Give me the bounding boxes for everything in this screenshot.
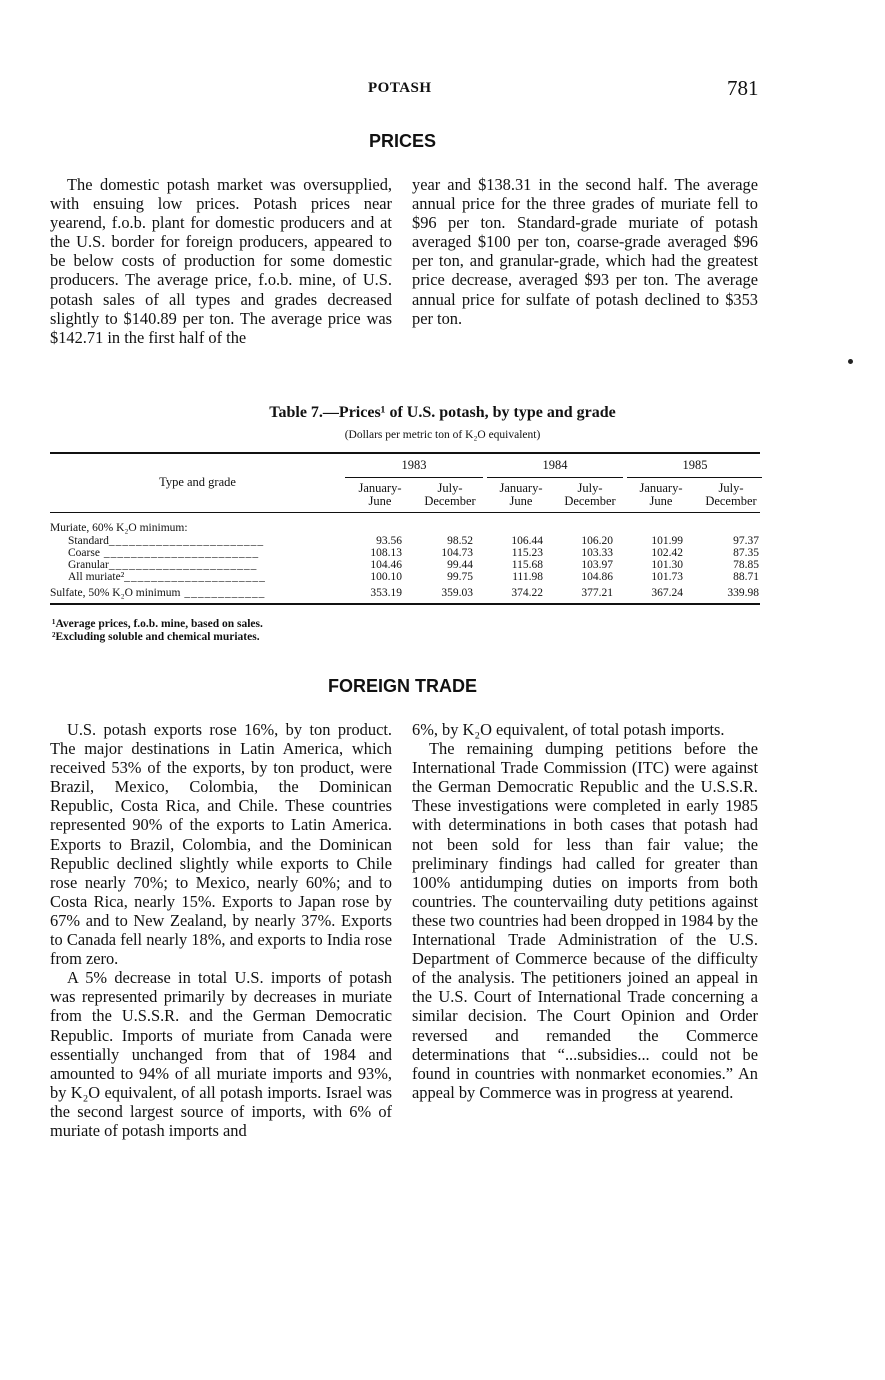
- half-header-line2: December: [564, 494, 616, 508]
- row-label-text: Standard: [68, 535, 109, 547]
- table-subtitle: (Dollars per metric ton of K₂O equivalent): [344, 429, 541, 441]
- half-header-line1: January-: [358, 481, 402, 495]
- table-cell: 102.42: [651, 547, 683, 559]
- foreign-trade-paragraph: 6%, by K₂O equivalent, of total potash imports.: [412, 720, 725, 739]
- table-cell: 106.20: [581, 535, 613, 547]
- year-header-1985: 1985: [682, 458, 708, 472]
- half-header: [626, 482, 696, 508]
- row-label-text: All muriate²: [68, 571, 125, 583]
- half-header: [486, 482, 556, 508]
- half-header-line2: June: [368, 494, 392, 508]
- table-cell: 104.73: [441, 547, 473, 559]
- half-header-line1: July-: [577, 481, 603, 495]
- leader-dots: ______________________: [108, 559, 258, 571]
- row-label: [50, 587, 265, 600]
- table-cell: 359.03: [441, 587, 473, 599]
- half-header-line1: January-: [639, 481, 683, 495]
- half-header: [696, 482, 766, 508]
- table-footnote-2: ²Excluding soluble and chemical muriates.: [52, 631, 260, 643]
- table-cell: 97.37: [733, 535, 759, 547]
- table-footnote-1: ¹Average prices, f.o.b. mine, based on sales.: [52, 618, 263, 630]
- leader-dots: _______________________: [99, 547, 260, 559]
- table-cell: 101.99: [651, 535, 683, 547]
- table-cell: 93.56: [376, 535, 402, 547]
- row-label-text: Coarse: [68, 547, 100, 559]
- stub-header: Type and grade: [159, 475, 236, 489]
- table-cell: 100.10: [370, 571, 402, 583]
- half-header-line1: July-: [718, 481, 744, 495]
- half-header-line1: January-: [499, 481, 543, 495]
- table-cell: 101.30: [651, 559, 683, 571]
- foreign-trade-right-column: [412, 720, 758, 1102]
- table-cell: 103.33: [581, 547, 613, 559]
- half-header-line2: June: [649, 494, 673, 508]
- row-label: [68, 559, 257, 572]
- prices-right-column: [412, 175, 758, 328]
- group-label: Muriate, 60% K₂O minimum:: [50, 522, 188, 534]
- row-label: [68, 547, 259, 560]
- prices-section-title: PRICES: [369, 131, 437, 151]
- row-label-text: Sulfate, 50% K₂O minimum: [50, 587, 181, 599]
- table-cell: 88.71: [733, 571, 759, 583]
- foreign-trade-section-title: FOREIGN TRADE: [328, 676, 478, 696]
- header-bottom-rule: [50, 512, 760, 513]
- table-cell: 78.85: [733, 559, 759, 571]
- half-header: [555, 482, 625, 508]
- table-cell: 367.24: [651, 587, 683, 599]
- table-cell: 115.23: [511, 547, 543, 559]
- year-header-1984: 1984: [542, 458, 568, 472]
- table-cell: 108.13: [370, 547, 402, 559]
- table-bottom-rule: [50, 603, 760, 605]
- leader-dots: _____________________: [124, 571, 266, 583]
- foreign-trade-paragraph: U.S. potash exports rose 16%, by ton product. The major destinations in Latin America, which received 53% of the exports, by ton product, were Brazil, Mexico, Colombia, the Dominican Republic, Costa Rica, and Chile. These countries represented 90% of the exports to Latin America. Exports to Brazil, Colombia, and the Dominican Republic declined slightly while exports to Chile rose nearly 70%; to Mexico, nearly 60%; and to Costa Rica, nearly 15%. Exports to Japan rose by 67% and to New Zealand, by nearly 37%. Exports to Canada fell nearly 18%, and exports to India rose from zero.: [50, 720, 392, 969]
- running-head: POTASH: [368, 80, 432, 96]
- year-rule-1984: [487, 477, 623, 478]
- stray-mark: [848, 359, 853, 364]
- prices-paragraph-right: year and $138.31 in the second half. The average annual price for the three grades of muriate fell to $96 per ton. Standard-grade muriate of potash averaged $100 per ton, coarse-grade averaged $96 per ton, and granular-grade, which had the greatest price decrease, averaged $93 per ton. The average annual price for sulfate of potash declined to $353 per ton.: [412, 175, 758, 328]
- row-label: [68, 571, 266, 584]
- prices-paragraph-left: The domestic potash market was oversupplied, with ensuing low prices. Potash prices near yearend, f.o.b. plant for domestic producers and at the U.S. border for foreign producers, appeared to be below costs of production for some domestic producers. The average price, f.o.b. mine, of U.S. potash sales of all types and grades decreased slightly to $140.89 per ton. The average price was $142.71 in the first half of the: [50, 175, 392, 347]
- table-cell: 339.98: [727, 587, 759, 599]
- foreign-trade-paragraph: The remaining dumping petitions before the International Trade Commission (ITC) were against the German Democratic Republic and the U.S.S.R. These investigations were completed in early 1985 with determinations in both cases that potash had not been sold for less than fair value; the preliminary findings had called for greater than 100% antidumping duties on imports from both countries. The countervailing duty petitions against these two countries had been dropped in 1984 by the International Trade Administration of the U.S. Department of Commerce because of the difficulty of the analysis. The petitioners joined an appeal in the U.S. Court of International Trade concerning a similar decision. The Court Opinion and Order reversed and remanded the Commerce determinations that “...subsidies... could not be found in countries with nonmarket economies.” An appeal by Commerce was in progress at yearend.: [412, 739, 758, 1102]
- row-label: [68, 535, 264, 548]
- prices-left-column: [50, 175, 392, 347]
- half-header-line2: December: [424, 494, 476, 508]
- table-cell: 99.75: [447, 571, 473, 583]
- table-cell: 103.97: [581, 559, 613, 571]
- table-title: Table 7.—Prices¹ of U.S. potash, by type and grade: [269, 404, 616, 421]
- page-number: 781: [727, 76, 759, 100]
- half-header-line1: July-: [437, 481, 463, 495]
- table-cell: 353.19: [370, 587, 402, 599]
- leader-dots: ____________: [180, 587, 266, 599]
- table-cell: 98.52: [447, 535, 473, 547]
- foreign-trade-paragraph: A 5% decrease in total U.S. imports of potash was represented primarily by decreases in muriate from the U.S.S.R. and the German Democratic Republic. Imports of muriate from Canada were essentially unchanged from that of 1984 and amounted to 94% of all muriate imports and 93%, by K₂O equivalent, of all potash imports. Israel was the second largest source of imports, with 6% of muriate of potash imports and: [50, 968, 392, 1140]
- leader-dots: _______________________: [108, 535, 265, 547]
- table-top-rule: [50, 452, 760, 454]
- half-header-line2: June: [509, 494, 533, 508]
- half-header-line2: December: [705, 494, 757, 508]
- year-rule-1985: [627, 477, 762, 478]
- row-label-text: Granular: [68, 559, 109, 571]
- half-header: [345, 482, 415, 508]
- half-header: [415, 482, 485, 508]
- table-cell: 111.98: [512, 571, 543, 583]
- table-cell: 377.21: [581, 587, 613, 599]
- year-header-1983: 1983: [401, 458, 427, 472]
- table-cell: 115.68: [511, 559, 543, 571]
- table-cell: 104.46: [370, 559, 402, 571]
- table-cell: 106.44: [511, 535, 543, 547]
- table-cell: 104.86: [581, 571, 613, 583]
- table-cell: 374.22: [511, 587, 543, 599]
- table-cell: 101.73: [651, 571, 683, 583]
- table-cell: 99.44: [447, 559, 473, 571]
- foreign-trade-left-column: [50, 720, 392, 1140]
- year-rule-1983: [345, 477, 483, 478]
- table-cell: 87.35: [733, 547, 759, 559]
